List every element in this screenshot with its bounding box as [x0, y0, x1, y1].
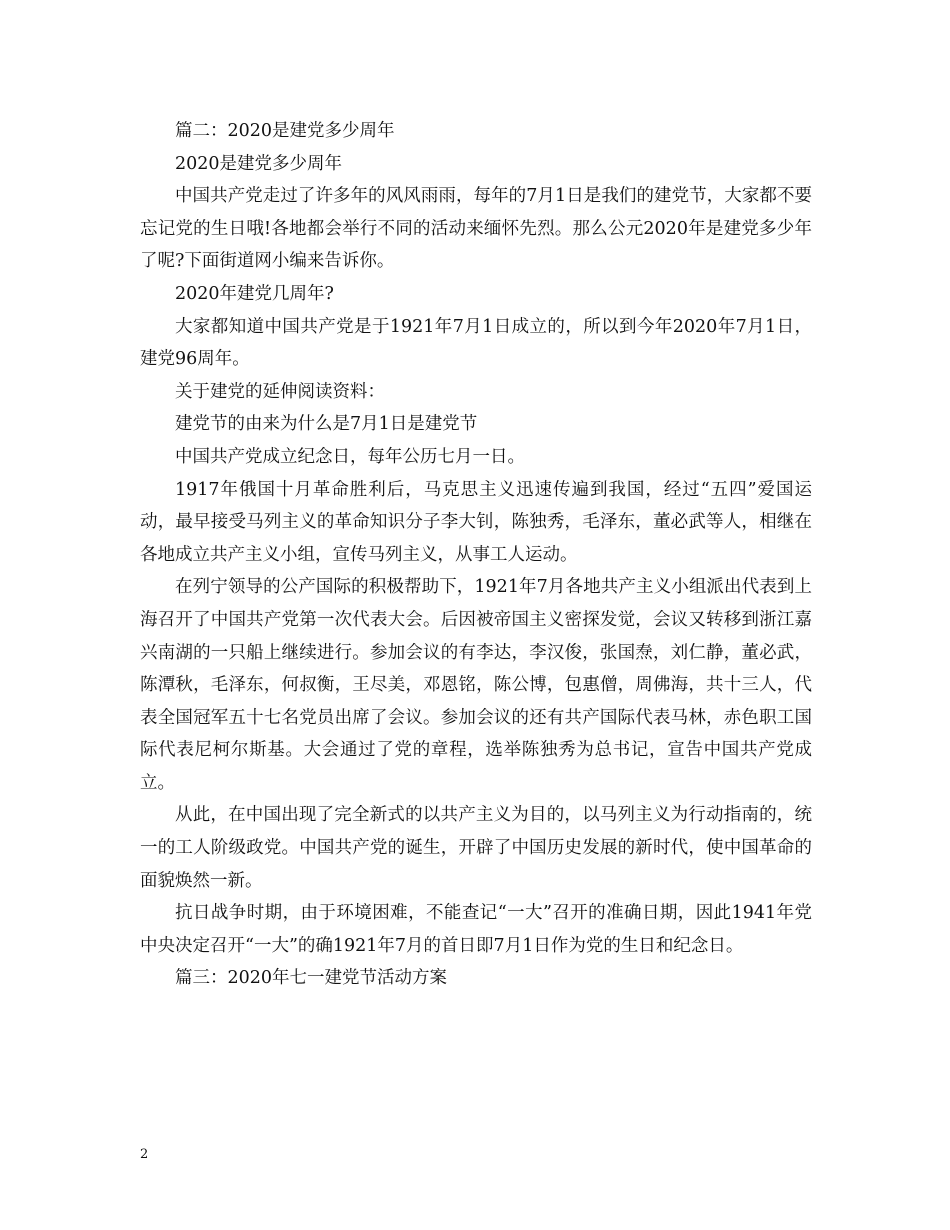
page-number: 2 [140, 1147, 149, 1162]
question-heading: 2020年建党几周年? [175, 283, 334, 304]
reading-heading: 关于建党的延伸阅读资料： [175, 381, 385, 402]
section-heading-2: 篇二：2020是建党多少周年 [175, 121, 395, 141]
anniversary-line: 中国共产党成立纪念日，每年公历七月一日。 [175, 446, 525, 467]
paragraph-new-era: 从此，在中国出现了完全新式的以共产主义为目的，以马列主义为行动指南的，统一的工人阶级政党。中国共产党的诞生，开辟了中国历史发展的新时代，使中国革命的面貌焕然一新。 [140, 805, 812, 891]
paragraph-first-congress: 在列宁领导的公产国际的积极帮助下，1921年7月各地共产主义小组派出代表到上海召开了中国共产党第一次代表大会。后因被帝国主义密探发觉，会议又转移到浙江嘉兴南湖的一只船上继续进行。参加会议的有李达，李汉俊，张国焘，刘仁静，董必武，陈潭秋，毛泽东，何叔衡，王尽美，邓恩铭，陈公博，包惠僧，周佛海，共十三人，代表全国冠军五十七名党员出席了会议。参加会议的还有共产国际代表马林，赤色职工国际代表尼柯尔斯基。大会通过了党的章程，选举陈独秀为总书记，宣告中国共产党成立。 [140, 577, 812, 793]
section-heading-3: 篇三：2020年七一建党节活动方案 [175, 968, 448, 989]
paragraph-answer: 大家都知道中国共产党是于1921年7月1日成立的，所以到今年2020年7月1日，建党96周年。 [140, 316, 812, 370]
paragraph-intro: 中国共产党走过了许多年的风风雨雨，每年的7月1日是我们的建党节，大家都不要忘记党的生日哦!各地都会举行不同的活动来缅怀先烈。那么公元2020年是建党多少年了呢?下面街道网小编来告诉你。 [140, 186, 812, 272]
origin-heading: 建党节的由来为什么是7月1日是建党节 [175, 414, 478, 435]
document-body [140, 115, 812, 995]
paragraph-history-1917: 1917年俄国十月革命胜利后，马克思主义迅速传遍到我国，经过“五四”爱国运动，最早接受马列主义的革命知识分子李大钊，陈独秀，毛泽东，董必武等人，相继在各地成立共产主义小组，宣传马列主义，从事工人运动。 [140, 479, 812, 565]
article-title: 2020是建党多少周年 [175, 153, 343, 174]
paragraph-date-decision: 抗日战争时期，由于环境困难，不能查记“一大”召开的准确日期，因此1941年党中央决定召开“一大”的确1921年7月的首日即7月1日作为党的生日和纪念日。 [140, 903, 812, 956]
